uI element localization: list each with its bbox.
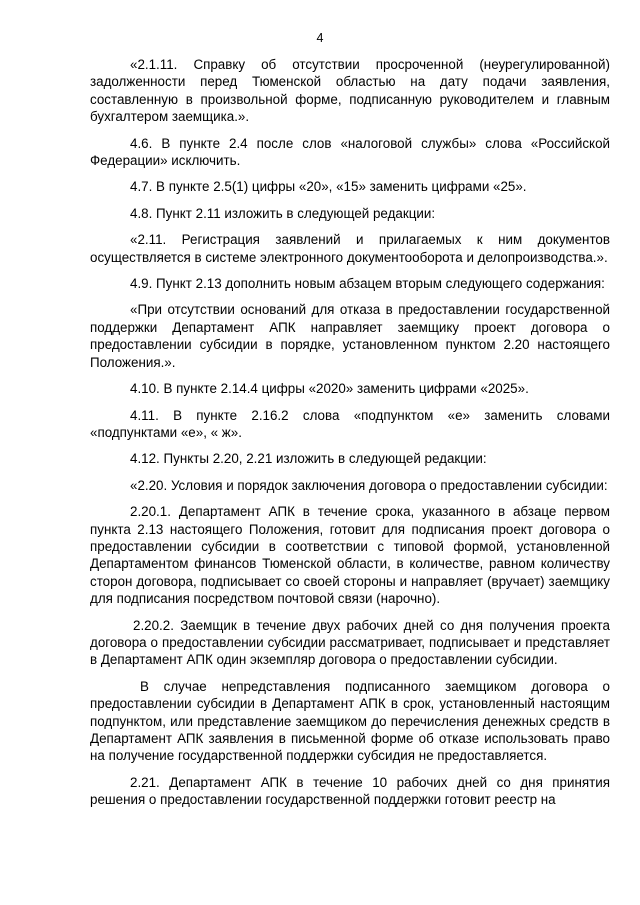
paragraph-2-21: 2.21. Департамент АПК в течение 10 рабочих дней со дня принятия решения о предоставлении государственной поддержки готовит реестр на bbox=[90, 774, 610, 808]
paragraph-4-7: 4.7. В пункте 2.5(1) цифры «20», «15» заменить цифрами «25». bbox=[130, 179, 527, 195]
paragraph-4-9: 4.9. Пункт 2.13 дополнить новым абзацем вторым следующего содержания: bbox=[130, 276, 605, 292]
paragraph-4-12: 4.12. Пункты 2.20, 2.21 изложить в следующей редакции: bbox=[130, 451, 487, 467]
document-body bbox=[90, 56, 610, 818]
paragraph-4-10: 4.10. В пункте 2.14.4 цифры «2020» заменить цифрами «2025». bbox=[130, 381, 529, 397]
paragraph-2-1-11: «2.1.11. Справку об отсутствии просроченной (неурегулированной) задолженности перед Тюменской областью на дату подачи заявления, составленную в произвольной форме, подписанную руководителем и главным бухгалтером заемщика.». bbox=[90, 57, 610, 125]
paragraph-2-20-1: 2.20.1. Департамент АПК в течение срока, указанного в абзаце первом пункта 2.13 настоящего Положения, готовит для подписания проект договора о предоставлении субсидии в соответствии с типовой формой, установленной Департаментом финансов Тюменской области, в количестве, равном количеству сторон договора, подписывает со своей стороны и направляет (вручает) заемщику для подписания посредством почтовой связи (нарочно). bbox=[90, 504, 610, 607]
paragraph-4-6: 4.6. В пункте 2.4 после слов «налоговой службы» слова «Российской Федерации» исключить. bbox=[90, 135, 610, 169]
paragraph-4-11: 4.11. В пункте 2.16.2 слова «подпунктом «е» заменить словами «подпунктами «е», « ж». bbox=[90, 407, 610, 440]
paragraph-4-8: 4.8. Пункт 2.11 изложить в следующей редакции: bbox=[130, 205, 436, 221]
paragraph-non-submission: В случае непредставления подписанного заемщиком договора о предоставлении субсидии в Департамент АПК в срок, установленный настоящим подпунктом, или представление заемщиком до перечисления денежных средств в Департамент АПК заявления в письменной форме об отказе использовать право на получение государственной поддержки субсидия не предоставляется. bbox=[90, 678, 610, 764]
paragraph-2-20: «2.20. Условия и порядок заключения договора о предоставлении субсидии: bbox=[130, 477, 608, 493]
paragraph-new-abzac: «При отсутствии оснований для отказа в предоставлении государственной поддержки Департамент АПК направляет заемщику проект договора о предоставлении субсидии в порядке, установленном пунктом 2.20 настоящего Положения.». bbox=[90, 302, 610, 370]
paragraph-2-11: «2.11. Регистрация заявлений и прилагаемых к ним документов осуществляется в системе электронного документооборота и делопроизводства.». bbox=[90, 232, 610, 265]
paragraph-2-20-2: 2.20.2. Заемщик в течение двух рабочих дней со дня получения проекта договора о предоставлении субсидии рассматривает, подписывает и представляет в Департамент АПК один экземпляр договора о предоставлении субсидии. bbox=[90, 617, 610, 668]
page-number: 4 bbox=[316, 31, 324, 45]
